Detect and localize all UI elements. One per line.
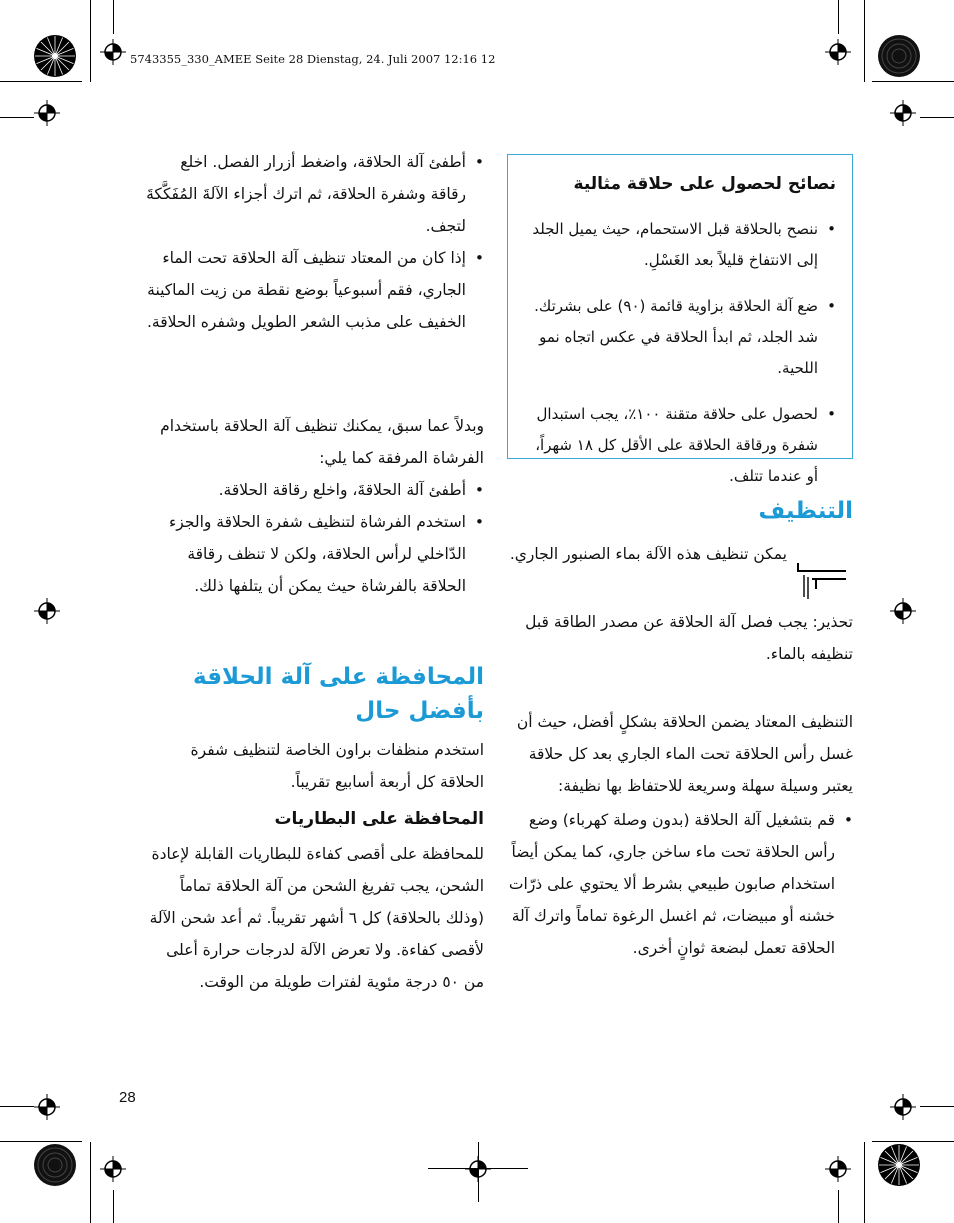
cleaning-bullet: • قم بتشغيل آلة الحلاقة (بدون وصلة كهرباء) وضع رأس الحلاقة تحت ماء ساخن جاري، كما يمكن أيضاً استخدام صابون طبيعي بشرط ألا يحتوي على ذرّات خشنه أو مبيضات، ثم اغسل الرغوة تماماً واترك آلة الحلاقة تعمل لبضعة ثوانٍ أخرى. (507, 804, 853, 964)
cleaning-heading: التنظيف (758, 498, 853, 524)
color-wheel-icon (33, 1143, 77, 1187)
crop-mark (872, 1141, 954, 1142)
print-imprint: 5743355_330_AMEE Seite 28 Dienstag, 24. Juli 2007 12:16 12 (130, 52, 496, 66)
crop-mark (0, 117, 34, 118)
left-column-top (142, 146, 484, 338)
crop-mark (478, 1142, 479, 1202)
registration-mark-icon (825, 39, 851, 65)
crop-mark (113, 0, 114, 34)
crop-mark (0, 81, 82, 82)
tip-item: • ضع آلة الحلاقة بزاوية قائمة (٩٠) على بشرتك. شد الجلد، ثم ابدأ الحلاقة في عكس اتجاه نمو اللحية. (520, 291, 836, 384)
tip-item: • لحصول على حلاقة متقنة ١٠٠٪، يجب استبدال شفرة ورقاقة الحلاقة على الأقل كل ١٨ شهراً، أو عندما تتلف. (520, 399, 836, 492)
crop-mark (864, 1142, 865, 1223)
cleaning-para: التنظيف المعتاد يضمن الحلاقة بشكلٍ أفضل، حيث أن غسل رأس الحلاقة تحت الماء الجاري بعد كل حلاقة يعتبر وسيلة سهلة وسريعة للاحتفاظ بها نظيفة: (516, 713, 853, 795)
registration-mark-icon (100, 39, 126, 65)
batteries-heading: المحافظة على البطاريات (274, 809, 484, 829)
crop-mark (838, 0, 839, 34)
registration-mark-icon (34, 598, 60, 624)
crop-mark (920, 1106, 954, 1107)
color-wheel-icon (33, 34, 77, 78)
maintenance-heading: المحافظة على آلة الحلاقة بأفضل حال (193, 664, 484, 724)
registration-mark-icon (890, 100, 916, 126)
alt-bullet: • أطفئ آلة الحلاقةَ، واخلع رقاقة الحلاقة. (142, 474, 484, 506)
alt-para: وبدلاً عما سبق، يمكنك تنظيف آلة الحلاقة باستخدام الفرشاة المرفقة كما يلي: (160, 417, 484, 467)
crop-mark (920, 117, 954, 118)
registration-mark-icon (890, 598, 916, 624)
registration-mark-icon (34, 1094, 60, 1120)
registration-mark-icon (890, 1094, 916, 1120)
tips-box (507, 154, 853, 485)
batteries-section (142, 804, 484, 998)
step-bullet: • أطفئ آلة الحلاقة، واضغط أزرار الفصل. اخلع رقاقة وشفرة الحلاقة، ثم اترك أجزاء الآلةَ المُفَكَّكةَ لتجف. (142, 146, 484, 242)
alt-bullet: • استخدم الفرشاة لتنظيف شفرة الحلاقة والجزء الدّاخلي لرأس الحلاقة، ولكن لا تنظف رقاقة الحلاقة بالفرشاة حيث يمكن أن يتلفها ذلك. (142, 506, 484, 602)
page-number: 28 (119, 1089, 136, 1106)
batteries-para: للمحافظة على أقصى كفاءة للبطاريات القابلة لإعادة الشحن، يجب تفريغ الشحن من آلة الحلاقة تماماً (وذلك بالحلاقة) كل ٦ أشهر تقريباً. ثم أعد شحن الآلة لأقصى كفاءة. ولا تعرض الآلة لدرجات حرارة أعلى من ٥٠ درجة مئوية لفترات طويلة من الوقت. (149, 845, 484, 991)
cleaning-section (507, 494, 853, 528)
crop-mark (113, 1190, 114, 1223)
crop-mark (0, 1141, 82, 1142)
crop-mark (872, 81, 954, 82)
registration-mark-icon (34, 100, 60, 126)
color-wheel-icon (877, 1143, 921, 1187)
cleaning-body (507, 706, 853, 964)
crop-mark (90, 0, 91, 82)
warning-text: تحذير: يجب فصل آلة الحلاقة عن مصدر الطاقة قبل تنظيفه بالماء. (525, 613, 853, 663)
crop-mark (838, 1190, 839, 1223)
registration-mark-icon (100, 1156, 126, 1182)
crop-mark (90, 1142, 91, 1223)
registration-mark-icon (825, 1156, 851, 1182)
maintenance-para: استخدم منظفات براون الخاصة لتنظيف شفرة الحلاقة كل أربعة أسابيع تقريباً. (190, 741, 484, 791)
color-wheel-icon (877, 34, 921, 78)
maintenance-section (142, 660, 484, 798)
step-bullet: • إذا كان من المعتاد تنظيف آلة الحلاقة تحت الماء الجاري، فقم أسبوعياً بوضع نقطة من زيت الماكينة الخفيف على مذبب الشعر الطويل وشفره الحلاقة. (142, 242, 484, 338)
alt-cleaning (142, 410, 484, 602)
warning-block (507, 606, 853, 670)
tap-text: يمكن تنظيف هذه الآلة بماء الصنبور الجاري. (509, 545, 787, 563)
crop-mark (0, 1106, 34, 1107)
running-water-tap-icon (792, 557, 852, 601)
crop-mark (864, 0, 865, 82)
tap-note (507, 538, 787, 570)
tip-item: • ننصح بالحلاقة قبل الاستحمام، حيث يميل الجلد إلى الانتفاخ قليلاً بعد الغَسْلِ. (520, 214, 836, 276)
tips-title: نصائح لحصول على حلاقة مثالية (573, 174, 836, 194)
